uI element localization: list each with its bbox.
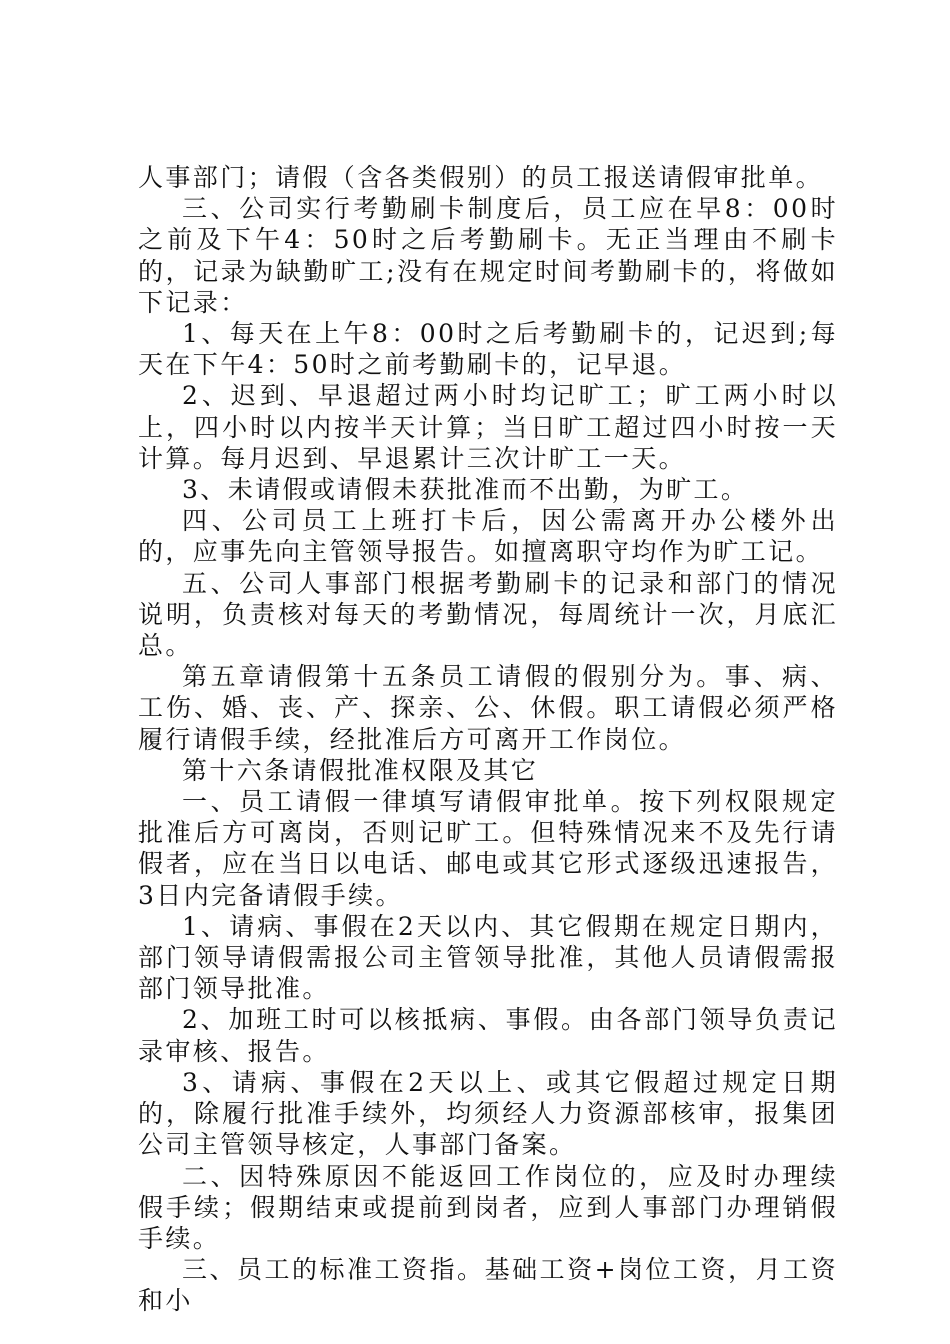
paragraph-long-leave-approval: 3、请病、事假在2天以上、或其它假超过规定日期的，除履行批准手续外，均须经人力资源部核审，报集团公司主管领导核定，人事部门备案。 (138, 1067, 838, 1160)
paragraph-late-early-rule: 1、每天在上午8：00时之后考勤刷卡的，记迟到;每天在下午4：50时之前考勤刷卡的，记早退。 (138, 319, 838, 380)
paragraph-overtime-offset: 2、加班工时可以核抵病、事假。由各部门领导负责记录审核、报告。 (138, 1005, 838, 1066)
paragraph-leave-application: 一、员工请假一律填写请假审批单。按下列权限规定批准后方可离岗，否则记旷工。但特殊情况来不及先行请假者，应在当日以电话、邮电或其它形式逐级迅速报告，3日内完备请假手续。 (138, 787, 838, 910)
paragraph-absence-calculation: 2、迟到、早退超过两小时均记旷工；旷工两小时以上，四小时以内按半天计算；当日旷工超过四小时按一天计算。每月迟到、早退累计三次计旷工一天。 (138, 381, 838, 473)
paragraph-leaving-office: 四、公司员工上班打卡后，因公需离开办公楼外出的，应事先向主管领导报告。如擅离职守均作为旷工记。 (138, 506, 838, 567)
paragraph-leave-extension: 二、因特殊原因不能返回工作岗位的，应及时办理续假手续；假期结束或提前到岗者，应到人事部门办理销假手续。 (138, 1161, 838, 1253)
paragraph-attendance-review: 五、公司人事部门根据考勤刷卡的记录和部门的情况说明，负责核对每天的考勤情况，每周统计一次，月底汇总。 (138, 568, 838, 661)
paragraph-standard-wage: 三、员工的标准工资指。基础工资+岗位工资，月工资和小 (138, 1255, 838, 1316)
paragraph-leave-types: 第五章请假第十五条员工请假的假别分为。事、病、工伤、婚、丧、产、探亲、公、休假。职工请假必须严格履行请假手续，经批准后方可离开工作岗位。 (138, 662, 838, 754)
document-body (138, 162, 838, 1317)
paragraph-unapproved-absence: 3、未请假或请假未获批准而不出勤，为旷工。 (182, 475, 749, 505)
paragraph-continuation: 人事部门；请假（含各类假别）的员工报送请假审批单。 (138, 163, 824, 192)
paragraph-short-leave-approval: 1、请病、事假在2天以内、其它假期在规定日期内，部门领导请假需报公司主管领导批准，其他人员请假需报部门领导批准。 (138, 911, 838, 1004)
paragraph-clock-in-rule: 三、公司实行考勤刷卡制度后，员工应在早8：00时之前及下午4：50时之后考勤刷卡。无正当理由不刷卡的，记录为缺勤旷工;没有在规定时间考勤刷卡的，将做如下记录： (138, 194, 838, 317)
paragraph-article-16-heading: 第十六条请假批准权限及其它 (182, 755, 539, 785)
